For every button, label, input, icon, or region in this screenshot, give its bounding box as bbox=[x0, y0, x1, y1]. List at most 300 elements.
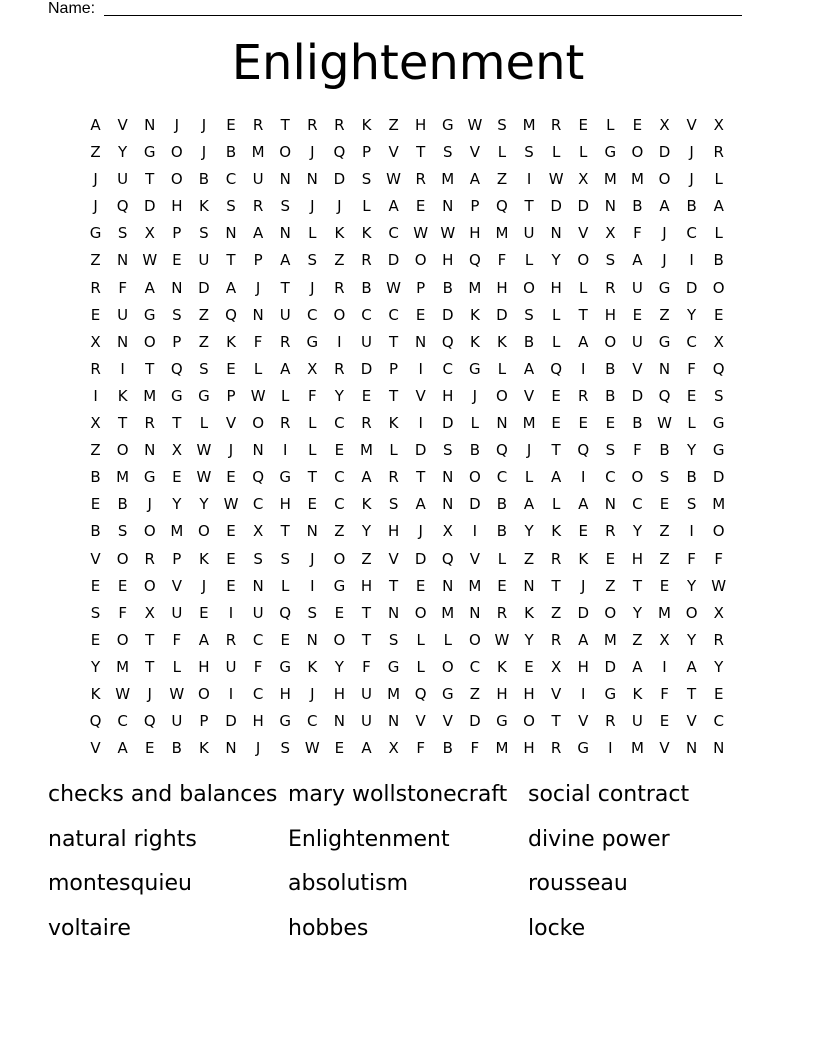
grid-letter: X bbox=[659, 630, 670, 649]
grid-letter: J bbox=[147, 684, 152, 703]
grid-letter: O bbox=[333, 630, 346, 649]
grid-letter: Y bbox=[524, 522, 534, 541]
grid-letter: P bbox=[416, 278, 426, 297]
grid-letter: Q bbox=[658, 386, 671, 405]
grid-letter: C bbox=[686, 224, 697, 243]
grid-letter: O bbox=[631, 143, 644, 162]
grid-letter: F bbox=[633, 224, 642, 243]
grid-letter: I bbox=[472, 522, 478, 541]
grid-letter: T bbox=[578, 305, 588, 324]
grid-letter: L bbox=[281, 386, 290, 405]
grid-letter: R bbox=[388, 468, 399, 487]
grid-letter: Q bbox=[414, 684, 427, 703]
grid-letter: C bbox=[605, 468, 616, 487]
grid-letter: A bbox=[713, 197, 724, 216]
grid-letter: T bbox=[416, 468, 426, 487]
grid-letter: F bbox=[687, 359, 696, 378]
grid-letter: O bbox=[577, 251, 590, 270]
grid-letter: K bbox=[469, 305, 480, 324]
grid-letter: H bbox=[523, 739, 535, 758]
grid-letter: M bbox=[170, 522, 184, 541]
grid-letter: E bbox=[632, 116, 643, 134]
grid-letter: N bbox=[604, 197, 616, 216]
grid-letter: Z bbox=[632, 630, 643, 649]
grid-letter: S bbox=[280, 197, 290, 216]
grid-letter: Z bbox=[388, 116, 399, 134]
grid-letter: Q bbox=[468, 251, 481, 270]
grid-letter: H bbox=[171, 197, 183, 216]
word-list-item: checks and balances bbox=[48, 782, 278, 807]
grid-letter: K bbox=[551, 522, 562, 541]
grid-row bbox=[82, 329, 732, 356]
grid-letter: O bbox=[333, 549, 346, 568]
grid-letter: O bbox=[170, 170, 183, 189]
grid-letter: Q bbox=[441, 332, 454, 351]
grid-letter: D bbox=[577, 603, 590, 622]
grid-letter: I bbox=[310, 576, 315, 595]
grid-letter: L bbox=[308, 224, 317, 243]
grid-letter: N bbox=[279, 224, 291, 243]
grid-letter: S bbox=[226, 197, 236, 216]
grid-letter: T bbox=[361, 630, 372, 649]
grid-letter: O bbox=[441, 657, 454, 676]
grid-letter: E bbox=[497, 576, 507, 595]
grid-letter: C bbox=[496, 468, 508, 487]
grid-letter: F bbox=[687, 549, 696, 568]
grid-letter: T bbox=[145, 170, 155, 189]
grid-letter: L bbox=[308, 414, 317, 433]
grid-letter: Q bbox=[143, 712, 156, 731]
grid-letter: A bbox=[578, 495, 589, 514]
grid-letter: K bbox=[90, 684, 101, 703]
grid-letter: F bbox=[416, 739, 425, 758]
grid-letter: V bbox=[632, 359, 643, 378]
grid-letter: E bbox=[226, 522, 236, 541]
grid-letter: I bbox=[120, 359, 125, 378]
grid-row bbox=[82, 383, 732, 410]
grid-letter: M bbox=[251, 143, 265, 162]
grid-letter: S bbox=[443, 143, 453, 162]
grid-letter: C bbox=[307, 712, 318, 731]
grid-letter: X bbox=[388, 739, 399, 758]
grid-letter: K bbox=[307, 657, 318, 676]
grid-letter: G bbox=[387, 657, 400, 676]
grid-letter: X bbox=[442, 522, 453, 541]
grid-letter: U bbox=[225, 657, 237, 676]
grid-letter: R bbox=[578, 386, 589, 405]
grid-letter: D bbox=[414, 549, 427, 568]
grid-letter: E bbox=[199, 603, 209, 622]
grid-letter: H bbox=[631, 549, 644, 568]
grid-letter: J bbox=[418, 522, 423, 541]
grid-letter: B bbox=[686, 197, 697, 216]
grid-letter: L bbox=[714, 170, 723, 189]
grid-letter: G bbox=[143, 305, 156, 324]
grid-letter: R bbox=[279, 414, 291, 433]
grid-letter: E bbox=[334, 603, 345, 622]
grid-letter: L bbox=[389, 441, 398, 460]
grid-letter: C bbox=[334, 495, 345, 514]
grid-letter: U bbox=[279, 305, 291, 324]
grid-row bbox=[82, 600, 732, 627]
grid-letter: J bbox=[201, 143, 207, 162]
grid-letter: M bbox=[603, 170, 617, 189]
grid-letter: T bbox=[118, 414, 128, 433]
grid-letter: E bbox=[226, 468, 236, 487]
grid-row bbox=[82, 681, 732, 708]
grid-letter: G bbox=[712, 414, 725, 433]
grid-letter: J bbox=[662, 224, 667, 243]
grid-letter: K bbox=[388, 414, 399, 433]
grid-row bbox=[82, 112, 732, 139]
grid-letter: E bbox=[226, 116, 236, 134]
grid-row bbox=[82, 491, 732, 518]
grid-letter: V bbox=[659, 739, 670, 758]
grid-letter: K bbox=[199, 549, 209, 568]
grid-letter: T bbox=[280, 116, 290, 134]
grid-letter: H bbox=[415, 116, 427, 134]
grid-letter: G bbox=[441, 116, 454, 134]
grid-letter: J bbox=[472, 386, 478, 405]
grid-letter: X bbox=[144, 603, 155, 622]
grid-letter: V bbox=[415, 712, 426, 731]
grid-row bbox=[82, 708, 732, 735]
grid-letter: G bbox=[143, 143, 156, 162]
grid-letter: A bbox=[144, 278, 155, 297]
grid-letter: Q bbox=[496, 441, 508, 460]
grid-letter: K bbox=[199, 197, 209, 216]
grid-letter: E bbox=[632, 305, 643, 324]
grid-letter: U bbox=[360, 712, 372, 731]
grid-letter: D bbox=[604, 657, 617, 676]
grid-letter: A bbox=[117, 739, 128, 758]
grid-letter: B bbox=[442, 739, 453, 758]
grid-letter: E bbox=[334, 441, 345, 460]
grid-letter: F bbox=[660, 684, 669, 703]
grid-letter: D bbox=[441, 414, 454, 433]
grid-letter: E bbox=[226, 576, 236, 595]
grid-letter: C bbox=[252, 684, 264, 703]
grid-letter: Z bbox=[659, 549, 670, 568]
grid-letter: W bbox=[711, 576, 727, 595]
grid-letter: L bbox=[551, 332, 561, 351]
grid-letter: C bbox=[252, 495, 264, 514]
grid-letter: R bbox=[605, 522, 616, 541]
grid-letter: T bbox=[145, 630, 155, 649]
grid-letter: O bbox=[685, 603, 698, 622]
grid-letter: Z bbox=[361, 549, 372, 568]
grid-letter: L bbox=[687, 414, 696, 433]
grid-letter: N bbox=[171, 278, 183, 297]
word-list-item: rousseau bbox=[528, 871, 628, 896]
grid-letter: E bbox=[605, 549, 616, 568]
grid-letter: Q bbox=[550, 359, 563, 378]
grid-letter: U bbox=[360, 684, 372, 703]
grid-letter: X bbox=[659, 116, 670, 134]
grid-letter: D bbox=[496, 305, 508, 324]
grid-letter: E bbox=[578, 414, 588, 433]
grid-letter: O bbox=[496, 386, 508, 405]
grid-letter: X bbox=[90, 332, 101, 351]
grid-letter: T bbox=[524, 197, 534, 216]
grid-letter: U bbox=[360, 332, 372, 351]
grid-letter: T bbox=[280, 278, 290, 297]
grid-letter: Q bbox=[116, 197, 129, 216]
grid-letter: M bbox=[603, 630, 617, 649]
grid-letter: M bbox=[143, 386, 157, 405]
grid-letter: X bbox=[144, 224, 155, 243]
grid-letter: Y bbox=[334, 657, 344, 676]
grid-letter: L bbox=[497, 549, 507, 568]
grid-letter: O bbox=[143, 576, 156, 595]
grid-letter: Y bbox=[687, 630, 697, 649]
grid-letter: Q bbox=[225, 305, 237, 324]
grid-row bbox=[82, 437, 732, 464]
grid-letter: L bbox=[470, 414, 480, 433]
grid-letter: N bbox=[117, 332, 129, 351]
grid-letter: B bbox=[605, 359, 616, 378]
grid-letter: Y bbox=[632, 603, 642, 622]
grid-letter: C bbox=[307, 305, 318, 324]
grid-letter: V bbox=[90, 739, 101, 758]
grid-letter: T bbox=[307, 468, 317, 487]
grid-letter: B bbox=[632, 197, 643, 216]
grid-letter: R bbox=[90, 359, 101, 378]
grid-letter: I bbox=[93, 386, 98, 405]
grid-letter: E bbox=[578, 522, 588, 541]
grid-letter: V bbox=[686, 712, 697, 731]
grid-letter: K bbox=[469, 332, 480, 351]
grid-letter: U bbox=[252, 603, 264, 622]
grid-letter: E bbox=[551, 386, 561, 405]
grid-letter: K bbox=[361, 116, 372, 134]
grid-letter: G bbox=[171, 386, 183, 405]
grid-letter: P bbox=[389, 359, 399, 378]
grid-letter: V bbox=[551, 684, 562, 703]
grid-letter: B bbox=[361, 278, 372, 297]
grid-letter: Q bbox=[577, 441, 590, 460]
grid-letter: S bbox=[90, 603, 101, 622]
grid-row bbox=[82, 302, 732, 329]
grid-row bbox=[82, 220, 732, 247]
grid-letter: K bbox=[226, 332, 236, 351]
grid-letter: S bbox=[199, 224, 209, 243]
grid-letter: T bbox=[687, 684, 697, 703]
grid-letter: B bbox=[90, 468, 101, 487]
grid-letter: I bbox=[581, 359, 586, 378]
grid-letter: C bbox=[225, 170, 237, 189]
grid-letter: X bbox=[713, 332, 724, 351]
grid-letter: Z bbox=[334, 251, 345, 270]
grid-letter: C bbox=[334, 468, 345, 487]
grid-letter: X bbox=[713, 116, 724, 134]
grid-letter: R bbox=[605, 278, 616, 297]
grid-letter: G bbox=[279, 468, 292, 487]
grid-row bbox=[82, 139, 732, 166]
grid-row bbox=[82, 464, 732, 491]
grid-letter: Q bbox=[252, 468, 265, 487]
grid-letter: B bbox=[469, 441, 480, 460]
grid-letter: H bbox=[198, 657, 210, 676]
grid-letter: O bbox=[712, 278, 725, 297]
grid-letter: O bbox=[143, 522, 156, 541]
grid-letter: M bbox=[468, 576, 482, 595]
grid-letter: I bbox=[608, 739, 613, 758]
grid-letter: J bbox=[310, 549, 315, 568]
grid-letter: R bbox=[713, 630, 724, 649]
grid-letter: G bbox=[658, 278, 671, 297]
grid-letter: M bbox=[441, 170, 455, 189]
word-list bbox=[48, 778, 768, 956]
grid-letter: K bbox=[524, 603, 534, 622]
grid-letter: N bbox=[387, 712, 400, 731]
grid-letter: R bbox=[252, 116, 264, 134]
grid-letter: N bbox=[442, 197, 454, 216]
grid-letter: S bbox=[280, 739, 290, 758]
word-list-item: Enlightenment bbox=[288, 826, 450, 852]
grid-letter: D bbox=[225, 712, 237, 731]
grid-letter: M bbox=[495, 224, 509, 243]
grid-letter: L bbox=[714, 224, 723, 243]
grid-letter: Y bbox=[687, 576, 697, 595]
grid-letter: O bbox=[252, 414, 265, 433]
grid-letter: O bbox=[143, 332, 156, 351]
grid-letter: E bbox=[686, 386, 697, 405]
grid-letter: E bbox=[90, 576, 101, 595]
grid-letter: H bbox=[333, 684, 346, 703]
grid-letter: Y bbox=[334, 386, 344, 405]
grid-letter: W bbox=[657, 414, 672, 433]
grid-letter: A bbox=[252, 224, 264, 243]
grid-letter: U bbox=[523, 224, 535, 243]
grid-letter: B bbox=[90, 522, 101, 541]
grid-letter: E bbox=[713, 684, 724, 703]
grid-letter: V bbox=[686, 116, 697, 134]
grid-letter: S bbox=[361, 170, 372, 189]
grid-letter: O bbox=[468, 468, 481, 487]
grid-letter: R bbox=[334, 278, 345, 297]
grid-letter: P bbox=[172, 549, 182, 568]
grid-letter: V bbox=[117, 116, 128, 134]
grid-letter: J bbox=[147, 495, 152, 514]
grid-letter: L bbox=[524, 251, 534, 270]
grid-letter: B bbox=[496, 495, 508, 514]
grid-letter: E bbox=[361, 386, 372, 405]
grid-letter: I bbox=[689, 522, 694, 541]
grid-letter: D bbox=[414, 441, 427, 460]
grid-letter: E bbox=[280, 630, 290, 649]
grid-letter: R bbox=[334, 359, 345, 378]
word-list-item: locke bbox=[528, 915, 586, 941]
grid-letter: H bbox=[469, 224, 481, 243]
grid-letter: O bbox=[198, 684, 210, 703]
grid-letter: C bbox=[632, 495, 643, 514]
grid-letter: O bbox=[604, 332, 617, 351]
grid-letter: I bbox=[689, 251, 694, 270]
grid-letter: H bbox=[442, 386, 454, 405]
grid-letter: S bbox=[605, 251, 616, 270]
grid-letter: M bbox=[522, 116, 536, 134]
grid-letter: B bbox=[442, 278, 453, 297]
grid-letter: U bbox=[252, 170, 264, 189]
grid-letter: K bbox=[497, 332, 507, 351]
grid-letter: L bbox=[579, 143, 588, 162]
grid-letter: H bbox=[279, 684, 291, 703]
grid-letter: J bbox=[93, 170, 98, 189]
grid-letter: B bbox=[659, 441, 670, 460]
grid-letter: A bbox=[578, 332, 589, 351]
grid-letter: X bbox=[252, 522, 264, 541]
grid-letter: M bbox=[360, 441, 373, 460]
grid-letter: L bbox=[281, 576, 290, 595]
grid-letter: W bbox=[223, 495, 239, 514]
grid-letter: M bbox=[495, 739, 509, 758]
grid-letter: S bbox=[117, 224, 128, 243]
grid-letter: H bbox=[496, 278, 508, 297]
grid-letter: S bbox=[172, 305, 182, 324]
grid-letter: Y bbox=[714, 657, 724, 676]
grid-letter: G bbox=[279, 657, 292, 676]
grid-letter: G bbox=[333, 576, 346, 595]
grid-letter: I bbox=[581, 468, 586, 487]
grid-letter: S bbox=[686, 495, 697, 514]
grid-letter: J bbox=[201, 576, 207, 595]
grid-letter: J bbox=[310, 278, 315, 297]
grid-letter: R bbox=[550, 116, 562, 134]
grid-letter: H bbox=[279, 495, 291, 514]
grid-letter: D bbox=[198, 278, 210, 297]
grid-letter: Y bbox=[687, 305, 697, 324]
grid-letter: N bbox=[252, 305, 264, 324]
grid-letter: C bbox=[388, 305, 399, 324]
grid-letter: I bbox=[418, 414, 423, 433]
grid-letter: O bbox=[414, 251, 427, 270]
word-list-item: absolutism bbox=[288, 871, 409, 896]
grid-letter: F bbox=[307, 386, 317, 405]
grid-letter: P bbox=[253, 251, 263, 270]
grid-letter: H bbox=[577, 657, 589, 676]
grid-letter: R bbox=[496, 603, 508, 622]
grid-letter: M bbox=[630, 739, 644, 758]
grid-letter: G bbox=[496, 712, 508, 731]
grid-letter: R bbox=[550, 549, 562, 568]
grid-letter: M bbox=[630, 170, 644, 189]
grid-letter: N bbox=[550, 224, 562, 243]
grid-letter: D bbox=[143, 197, 156, 216]
grid-letter: F bbox=[362, 657, 371, 676]
grid-letter: A bbox=[469, 170, 480, 189]
grid-letter: X bbox=[171, 441, 182, 460]
grid-letter: N bbox=[713, 739, 725, 758]
grid-row bbox=[82, 546, 732, 573]
grid-letter: T bbox=[226, 251, 236, 270]
grid-letter: A bbox=[90, 116, 101, 134]
grid-letter: G bbox=[604, 684, 617, 703]
grid-letter: R bbox=[550, 630, 562, 649]
grid-letter: Y bbox=[172, 495, 182, 514]
grid-letter: B bbox=[605, 386, 616, 405]
grid-letter: P bbox=[470, 197, 480, 216]
grid-letter: T bbox=[551, 441, 561, 460]
grid-letter: A bbox=[198, 630, 210, 649]
grid-letter: E bbox=[90, 630, 101, 649]
grid-letter: D bbox=[441, 305, 454, 324]
grid-letter: X bbox=[578, 170, 589, 189]
grid-letter: E bbox=[90, 305, 101, 324]
grid-letter: R bbox=[307, 116, 318, 134]
grid-letter: F bbox=[714, 549, 724, 568]
grid-letter: V bbox=[225, 414, 237, 433]
